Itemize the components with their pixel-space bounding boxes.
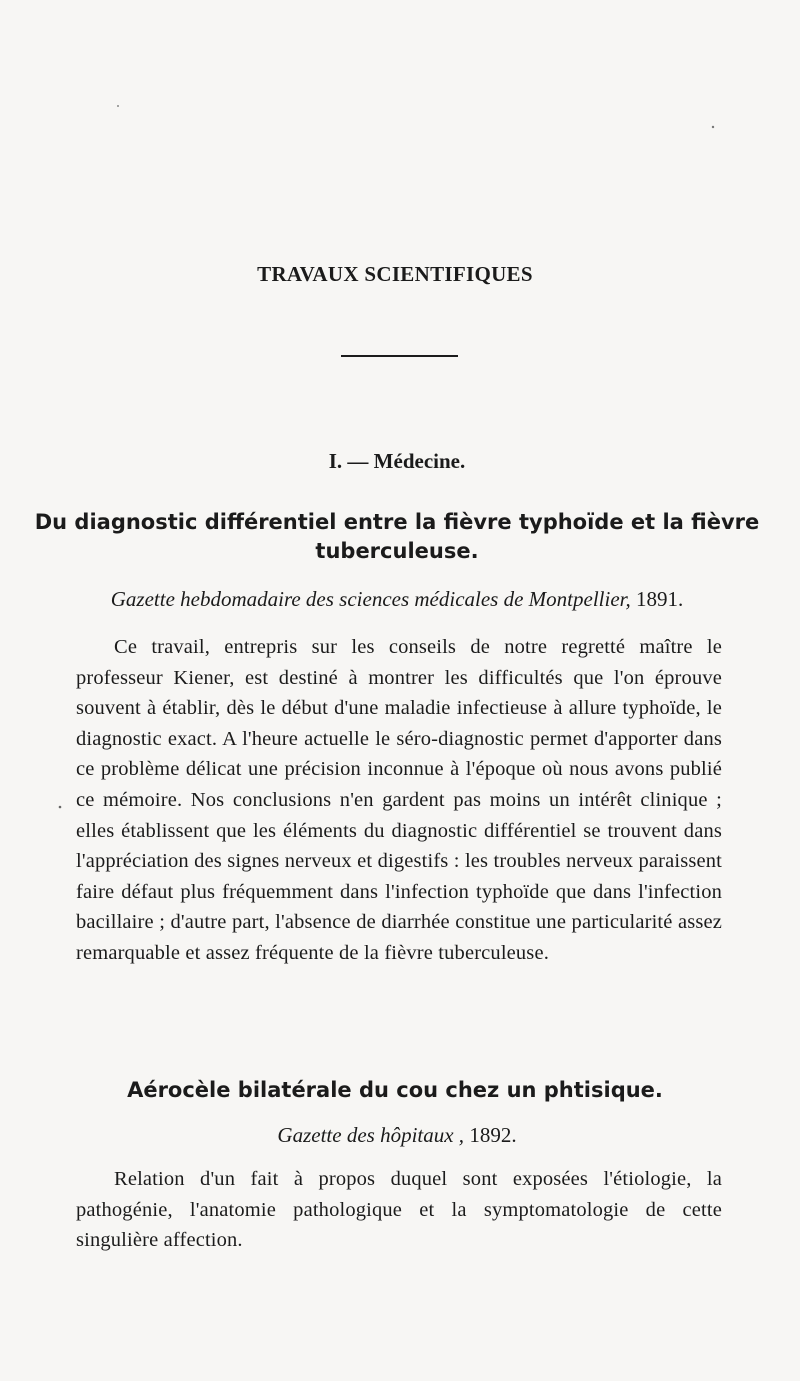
running-title: TRAVAUX SCIENTIFIQUES bbox=[257, 262, 533, 286]
article-source-2 bbox=[0, 1123, 794, 1148]
section-heading: I. — Médecine. bbox=[328, 449, 466, 473]
article-abstract-2: Relation d'un fait à propos duquel sont exposées l'étiologie, la pathogénie, l'anatomie pathologique et la symptomatologie de cette singulière affection. bbox=[76, 1168, 722, 1252]
publication-year: 1892. bbox=[469, 1123, 517, 1147]
publication-year: 1891. bbox=[636, 587, 684, 611]
article-title-2: Aérocèle bilatérale du cou chez un phtisique. bbox=[127, 1078, 663, 1102]
article-abstract-1: Ce travail, entrepris sur les conseils de notre regretté maître le professeur Kiener, est destiné à montrer les difficultés que l'on éprouve souvent à établir, dès le début d'une maladie infectieuse à allure typhoïde, le diagnostic exact. A l'heure actuelle le séro-diagnostic permet d'apporter dans ce problème délicat une précision inconnue à l'époque où nous avons publié ce mémoire. Nos conclusions n'en gardent pas moins un intérêt clinique ; elles établissent que les éléments du diagnostic différentiel se trouvent dans l'appréciation des signes nerveux et digestifs : les troubles nerveux paraissent faire défaut plus fréquemment dans l'infection typhoïde que dans l'infection bacillaire ; d'autre part, l'absence de diarrhée constitue une particularité assez remarquable et assez fréquente de la fièvre tuberculeuse. bbox=[76, 636, 722, 964]
title-divider bbox=[341, 355, 458, 357]
article-title-1: Du diagnostic différentiel entre la fièvre typhoïde et la fièvre tuberculeuse. bbox=[34, 510, 760, 563]
journal-name: Gazette hebdomadaire des sciences médicales de Montpellier, bbox=[110, 587, 631, 611]
journal-name: Gazette des hôpitaux , bbox=[277, 1123, 465, 1147]
article-source-1 bbox=[0, 587, 794, 612]
